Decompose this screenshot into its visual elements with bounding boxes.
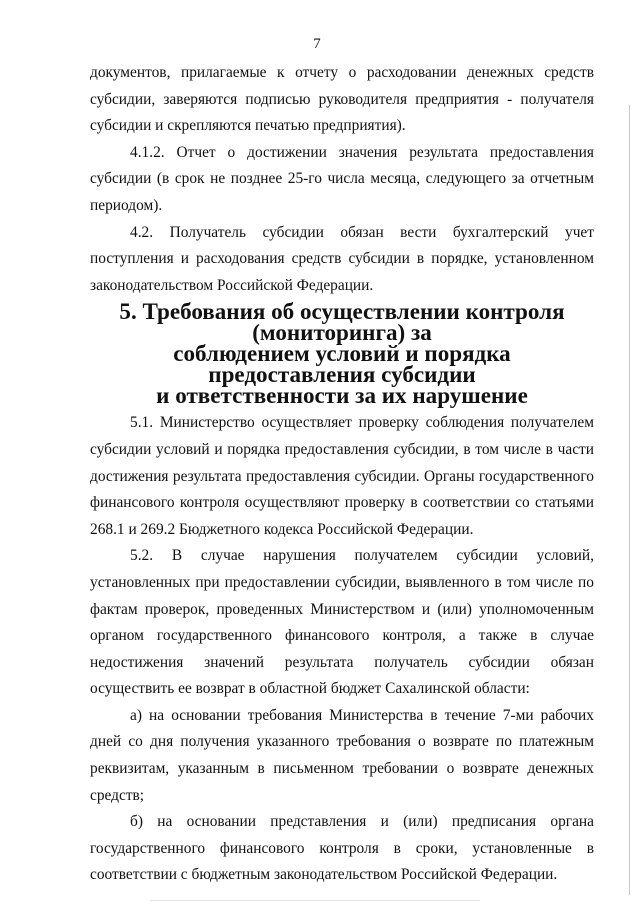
- paragraph-item-a: а) на основании требования Министерства в течение 7-ми рабочих дней со дня получения указанного требования о возврате по платежным реквизитам, указанным в письменном требовании о возврате денежных средств;: [90, 706, 594, 804]
- paragraph-4-2: 4.2. Получатель субсидии обязан вести бухгалтерский учет поступления и расходования средств субсидии в порядке, установленном законодательством Российской Федерации.: [90, 223, 594, 294]
- section-heading-line-1: 5. Требования об осуществлении контроля (мониторинга) за: [119, 298, 565, 346]
- scan-edge-line: [629, 105, 630, 895]
- scan-bottom-artifact: [150, 900, 480, 901]
- paragraph-5-1: 5.1. Министерство осуществляет проверку соблюдения получателем субсидии условий и порядка предоставления субсидии, в том числе в части достижения результата предоставления субсидии. Органы государственного финансового контроля осуществляют проверку в соответствии со статьями 268.1 и 269.2 Бюджетного кодекса Российской Федерации.: [90, 414, 594, 538]
- section-heading-line-3: и ответственности за их нарушение: [156, 382, 528, 409]
- paragraph-4-1-2: 4.1.2. Отчет о достижении значения результата предоставления субсидии (в срок не позднее 25-го числа месяца, следующего за отчетным периодом).: [90, 143, 594, 214]
- paragraph-continuation: документов, прилагаемые к отчету о расходовании денежных средств субсидии, заверяются подписью руководителя предприятия - получателя субсидии и скрепляются печатью предприятия).: [90, 64, 594, 135]
- paragraph-5-2: 5.2. В случае нарушения получателем субсидии условий, установленных при предоставлении субсидии, выявленного в том числе по фактам проверок, проведенных Министерством и (или) уполномоченным органом государственного финансового контроля, а также в случае недостижения значений результата получатель субсидии обязан осуществить ее возврат в областной бюджет Сахалинской области:: [90, 547, 594, 698]
- page-number: 7: [313, 36, 321, 52]
- section-heading-line-2: соблюдением условий и порядка предоставления субсидии: [173, 340, 511, 388]
- section-heading: [90, 299, 594, 410]
- document-body: [90, 60, 594, 889]
- paragraph-item-b: б) на основании представления и (или) предписания органа государственного финансового контроля в сроки, установленные в соответствии с бюджетным законодательством Российской Федерации.: [90, 813, 594, 884]
